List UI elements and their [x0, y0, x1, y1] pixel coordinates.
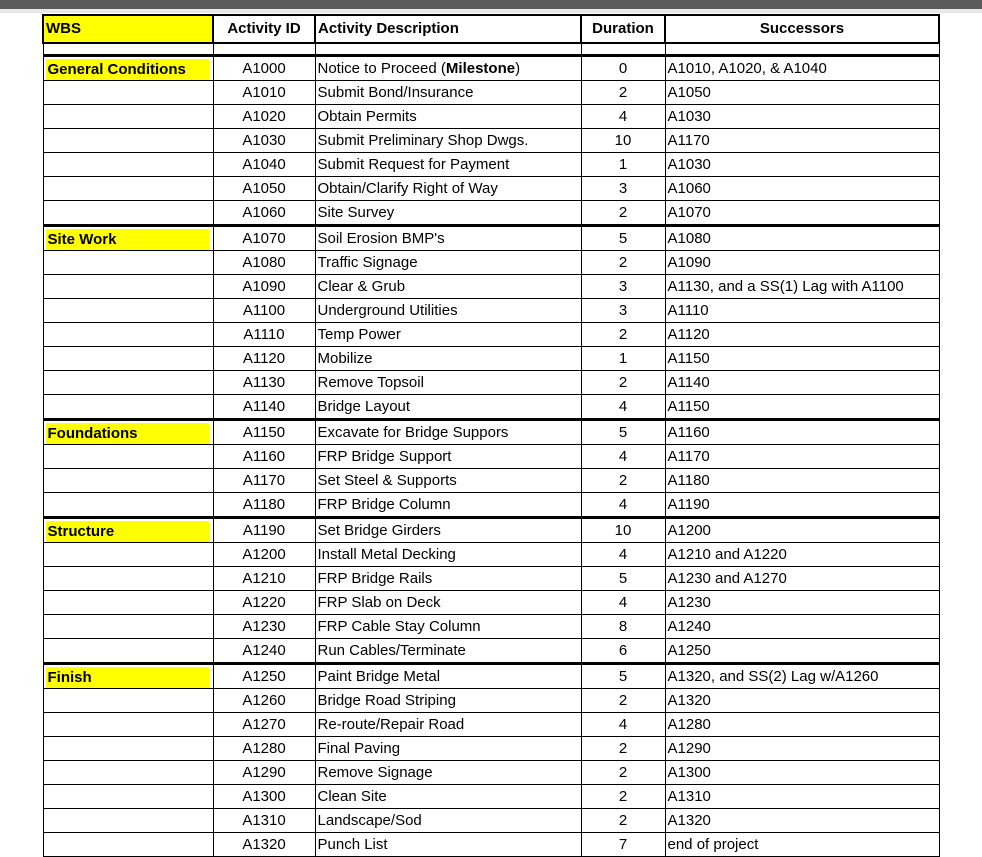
successors-cell: A1070	[665, 201, 939, 226]
activity-description-cell	[315, 713, 581, 737]
successors-cell: A1030	[665, 105, 939, 129]
description-text: FRP Bridge Support	[317, 447, 452, 465]
activity-id-cell: A1000	[213, 56, 315, 81]
description-text: Bridge Road Striping	[317, 691, 456, 709]
activity-id-cell: A1220	[213, 591, 315, 615]
spacer-cell	[665, 43, 939, 56]
viewer-toolbar-edge	[0, 0, 982, 9]
table-row	[43, 785, 939, 809]
wbs-cell	[43, 445, 213, 469]
description-text: Traffic Signage	[317, 253, 418, 271]
wbs-cell	[43, 689, 213, 713]
activity-id-cell: A1030	[213, 129, 315, 153]
activity-description-cell	[315, 737, 581, 761]
wbs-cell	[43, 371, 213, 395]
description-text: Re-route/Repair Road	[317, 715, 465, 733]
activity-description-cell	[315, 785, 581, 809]
table-row	[43, 761, 939, 785]
activity-description-cell	[315, 543, 581, 567]
table-row	[43, 445, 939, 469]
wbs-group-label: Site Work	[46, 229, 209, 250]
duration-cell: 2	[581, 689, 665, 713]
description-text: Submit Preliminary Shop Dwgs.	[317, 131, 529, 149]
activity-id-cell: A1290	[213, 761, 315, 785]
wbs-cell	[43, 251, 213, 275]
schedule-table	[42, 14, 940, 857]
activity-id-cell: A1180	[213, 493, 315, 518]
wbs-cell	[43, 105, 213, 129]
header-spacer-row	[43, 43, 939, 56]
duration-cell: 1	[581, 347, 665, 371]
successors-cell: A1090	[665, 251, 939, 275]
table-row	[43, 833, 939, 857]
description-text: Set Steel & Supports	[317, 471, 457, 489]
wbs-cell	[43, 833, 213, 857]
description-text: Underground Utilities	[317, 301, 458, 319]
wbs-cell	[43, 347, 213, 371]
table-row	[43, 81, 939, 105]
successors-cell: A1240	[665, 615, 939, 639]
successors-cell: A1140	[665, 371, 939, 395]
activity-id-cell: A1240	[213, 639, 315, 664]
wbs-cell	[43, 226, 213, 251]
activity-id-cell: A1230	[213, 615, 315, 639]
wbs-cell	[43, 567, 213, 591]
description-text: Excavate for Bridge Suppors	[317, 423, 509, 441]
header-successors: Successors	[665, 15, 939, 43]
description-text: FRP Slab on Deck	[317, 593, 441, 611]
successors-cell: A1230	[665, 591, 939, 615]
wbs-cell	[43, 518, 213, 543]
successors-cell: A1120	[665, 323, 939, 347]
activity-id-cell: A1170	[213, 469, 315, 493]
table-row	[43, 226, 939, 251]
activity-description-cell	[315, 226, 581, 251]
successors-cell: A1250	[665, 639, 939, 664]
duration-cell: 10	[581, 129, 665, 153]
duration-cell: 4	[581, 493, 665, 518]
milestone-label: Milestone	[445, 59, 516, 77]
description-text: Run Cables/Terminate	[317, 641, 466, 659]
activity-description-cell	[315, 689, 581, 713]
wbs-group-label: Finish	[46, 667, 209, 688]
wbs-cell	[43, 323, 213, 347]
activity-id-cell: A1160	[213, 445, 315, 469]
table-row	[43, 713, 939, 737]
duration-cell: 5	[581, 420, 665, 445]
description-text: Paint Bridge Metal	[317, 667, 441, 685]
activity-id-cell: A1070	[213, 226, 315, 251]
activity-id-cell: A1150	[213, 420, 315, 445]
table-row	[43, 395, 939, 420]
header-activity-id: Activity ID	[213, 15, 315, 43]
header-row	[43, 15, 939, 43]
activity-description-cell	[315, 153, 581, 177]
activity-id-cell: A1080	[213, 251, 315, 275]
wbs-cell	[43, 639, 213, 664]
activity-id-cell: A1040	[213, 153, 315, 177]
activity-description-cell	[315, 129, 581, 153]
activity-description-cell	[315, 275, 581, 299]
activity-id-cell: A1190	[213, 518, 315, 543]
successors-cell: A1300	[665, 761, 939, 785]
successors-cell: A1050	[665, 81, 939, 105]
table-row	[43, 177, 939, 201]
activity-description-cell	[315, 371, 581, 395]
duration-cell: 4	[581, 543, 665, 567]
activity-description-cell	[315, 299, 581, 323]
successors-cell: A1030	[665, 153, 939, 177]
table-row	[43, 275, 939, 299]
activity-description-cell	[315, 639, 581, 664]
table-row	[43, 689, 939, 713]
wbs-cell	[43, 275, 213, 299]
duration-cell: 0	[581, 56, 665, 81]
wbs-group-label: Foundations	[46, 423, 209, 444]
duration-cell: 2	[581, 201, 665, 226]
description-text: Final Paving	[317, 739, 401, 757]
wbs-cell	[43, 737, 213, 761]
table-row	[43, 493, 939, 518]
duration-cell: 5	[581, 567, 665, 591]
successors-cell: A1320, and SS(2) Lag w/A1260	[665, 664, 939, 689]
activity-description-cell	[315, 493, 581, 518]
activity-description-cell	[315, 761, 581, 785]
wbs-cell	[43, 420, 213, 445]
wbs-cell	[43, 615, 213, 639]
page-top-edge	[0, 9, 982, 13]
header-activity-description: Activity Description	[315, 15, 581, 43]
duration-cell: 2	[581, 737, 665, 761]
duration-cell: 2	[581, 469, 665, 493]
successors-cell: A1320	[665, 809, 939, 833]
activity-id-cell: A1050	[213, 177, 315, 201]
description-text: Obtain Permits	[317, 107, 417, 125]
wbs-cell	[43, 129, 213, 153]
wbs-cell	[43, 469, 213, 493]
schedule-body	[43, 43, 939, 857]
activity-id-cell: A1320	[213, 833, 315, 857]
table-row	[43, 251, 939, 275]
activity-id-cell: A1280	[213, 737, 315, 761]
activity-id-cell: A1260	[213, 689, 315, 713]
successors-cell: A1230 and A1270	[665, 567, 939, 591]
spacer-cell	[43, 43, 213, 56]
successors-cell: A1170	[665, 129, 939, 153]
activity-description-cell	[315, 809, 581, 833]
table-row	[43, 664, 939, 689]
activity-id-cell: A1250	[213, 664, 315, 689]
wbs-cell	[43, 177, 213, 201]
table-row	[43, 518, 939, 543]
activity-description-cell	[315, 591, 581, 615]
activity-description-cell	[315, 420, 581, 445]
duration-cell: 4	[581, 591, 665, 615]
description-text: Clear & Grub	[317, 277, 406, 295]
activity-description-cell	[315, 323, 581, 347]
duration-cell: 2	[581, 323, 665, 347]
activity-description-cell	[315, 105, 581, 129]
description-text: Submit Request for Payment	[317, 155, 510, 173]
activity-id-cell: A1200	[213, 543, 315, 567]
description-text: FRP Cable Stay Column	[317, 617, 481, 635]
table-row	[43, 639, 939, 664]
description-text: Punch List	[317, 835, 388, 853]
duration-cell: 2	[581, 371, 665, 395]
successors-cell: A1320	[665, 689, 939, 713]
duration-cell: 3	[581, 177, 665, 201]
activity-id-cell: A1100	[213, 299, 315, 323]
duration-cell: 1	[581, 153, 665, 177]
description-text: Remove Topsoil	[317, 373, 424, 391]
wbs-cell	[43, 153, 213, 177]
header-wbs: WBS	[43, 15, 213, 43]
description-text: Bridge Layout	[317, 397, 411, 415]
table-row	[43, 323, 939, 347]
successors-cell: A1160	[665, 420, 939, 445]
table-row	[43, 299, 939, 323]
successors-cell: A1310	[665, 785, 939, 809]
duration-cell: 2	[581, 809, 665, 833]
activity-description-cell	[315, 833, 581, 857]
wbs-cell	[43, 761, 213, 785]
description-text: Remove Signage	[317, 763, 433, 781]
activity-description-cell	[315, 395, 581, 420]
table-row	[43, 347, 939, 371]
wbs-cell	[43, 299, 213, 323]
wbs-group-label: General Conditions	[46, 59, 209, 80]
duration-cell: 4	[581, 105, 665, 129]
duration-cell: 2	[581, 81, 665, 105]
wbs-cell	[43, 395, 213, 420]
description-text: Obtain/Clarify Right of Way	[317, 179, 498, 197]
successors-cell: A1210 and A1220	[665, 543, 939, 567]
wbs-cell	[43, 785, 213, 809]
activity-id-cell: A1060	[213, 201, 315, 226]
activity-id-cell: A1210	[213, 567, 315, 591]
description-text: Set Bridge Girders	[317, 521, 441, 539]
successors-cell: A1060	[665, 177, 939, 201]
wbs-cell	[43, 201, 213, 226]
activity-description-cell	[315, 469, 581, 493]
table-row	[43, 737, 939, 761]
description-text: Clean Site	[317, 787, 387, 805]
wbs-cell	[43, 81, 213, 105]
duration-cell: 2	[581, 785, 665, 809]
duration-cell: 3	[581, 299, 665, 323]
successors-cell: A1010, A1020, & A1040	[665, 56, 939, 81]
successors-cell: A1180	[665, 469, 939, 493]
wbs-cell	[43, 493, 213, 518]
table-row	[43, 543, 939, 567]
description-text: Notice to Proceed (	[317, 59, 446, 77]
activity-id-cell: A1020	[213, 105, 315, 129]
activity-id-cell: A1090	[213, 275, 315, 299]
table-row	[43, 567, 939, 591]
duration-cell: 5	[581, 226, 665, 251]
description-text: Soil Erosion BMP's	[317, 229, 445, 247]
table-row	[43, 469, 939, 493]
successors-cell: A1130, and a SS(1) Lag with A1100	[665, 275, 939, 299]
duration-cell: 8	[581, 615, 665, 639]
duration-cell: 4	[581, 395, 665, 420]
successors-cell: A1110	[665, 299, 939, 323]
activity-id-cell: A1120	[213, 347, 315, 371]
wbs-cell	[43, 543, 213, 567]
wbs-group-label: Structure	[46, 521, 209, 542]
activity-id-cell: A1270	[213, 713, 315, 737]
duration-cell: 6	[581, 639, 665, 664]
table-row	[43, 56, 939, 81]
activity-id-cell: A1310	[213, 809, 315, 833]
successors-cell: A1150	[665, 395, 939, 420]
duration-cell: 5	[581, 664, 665, 689]
duration-cell: 7	[581, 833, 665, 857]
activity-id-cell: A1010	[213, 81, 315, 105]
description-text: Temp Power	[317, 325, 401, 343]
successors-cell: A1280	[665, 713, 939, 737]
activity-id-cell: A1110	[213, 323, 315, 347]
successors-cell: A1170	[665, 445, 939, 469]
activity-id-cell: A1130	[213, 371, 315, 395]
description-text: Submit Bond/Insurance	[317, 83, 474, 101]
table-row	[43, 591, 939, 615]
duration-cell: 4	[581, 445, 665, 469]
duration-cell: 2	[581, 761, 665, 785]
description-text: Install Metal Decking	[317, 545, 456, 563]
duration-cell: 2	[581, 251, 665, 275]
wbs-cell	[43, 56, 213, 81]
spacer-cell	[213, 43, 315, 56]
table-row	[43, 153, 939, 177]
description-text: FRP Bridge Rails	[317, 569, 433, 587]
activity-id-cell: A1140	[213, 395, 315, 420]
activity-description-cell	[315, 201, 581, 226]
successors-cell: A1150	[665, 347, 939, 371]
activity-description-cell	[315, 251, 581, 275]
table-row	[43, 129, 939, 153]
description-text: FRP Bridge Column	[317, 495, 451, 513]
activity-description-cell	[315, 347, 581, 371]
table-row	[43, 615, 939, 639]
table-row	[43, 105, 939, 129]
activity-description-cell	[315, 177, 581, 201]
duration-cell: 3	[581, 275, 665, 299]
successors-cell: A1080	[665, 226, 939, 251]
wbs-cell	[43, 591, 213, 615]
successors-cell: A1190	[665, 493, 939, 518]
activity-id-cell: A1300	[213, 785, 315, 809]
description-text: Mobilize	[317, 349, 373, 367]
successors-cell: end of project	[665, 833, 939, 857]
activity-description-cell	[315, 664, 581, 689]
description-text: Site Survey	[317, 203, 395, 221]
wbs-cell	[43, 664, 213, 689]
activity-description-cell	[315, 567, 581, 591]
activity-description-cell	[315, 615, 581, 639]
spacer-cell	[581, 43, 665, 56]
activity-description-cell	[315, 81, 581, 105]
successors-cell: A1200	[665, 518, 939, 543]
table-row	[43, 809, 939, 833]
description-text: Landscape/Sod	[317, 811, 422, 829]
table-row	[43, 201, 939, 226]
header-duration: Duration	[581, 15, 665, 43]
activity-description-cell	[315, 56, 581, 81]
table-row	[43, 420, 939, 445]
successors-cell: A1290	[665, 737, 939, 761]
description-tail: )	[515, 59, 521, 77]
duration-cell: 4	[581, 713, 665, 737]
wbs-cell	[43, 809, 213, 833]
spacer-cell	[315, 43, 581, 56]
wbs-cell	[43, 713, 213, 737]
activity-description-cell	[315, 518, 581, 543]
duration-cell: 10	[581, 518, 665, 543]
activity-description-cell	[315, 445, 581, 469]
table-row	[43, 371, 939, 395]
